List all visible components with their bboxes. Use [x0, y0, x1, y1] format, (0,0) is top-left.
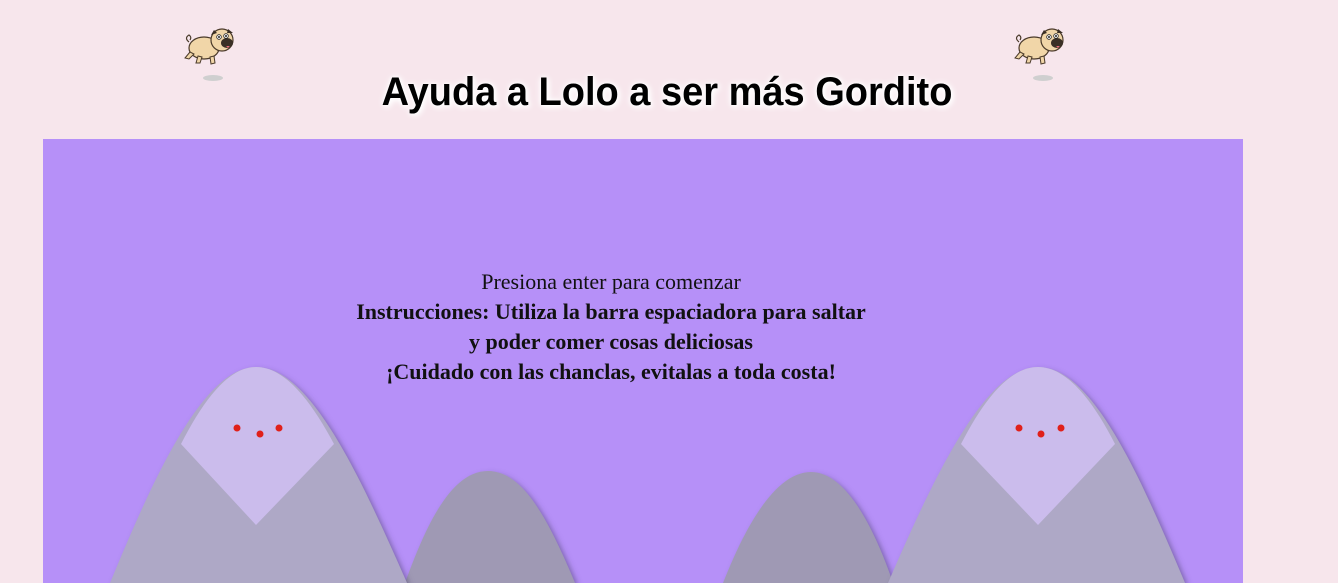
snow-eye [1058, 425, 1065, 432]
instructions-panel [43, 267, 1179, 387]
instruction-line: ¡Cuidado con las chanclas, evitalas a toda costa! [386, 359, 836, 384]
back-mountain-left [405, 471, 575, 583]
snow-eye [1038, 431, 1045, 438]
snow-eye [234, 425, 241, 432]
start-prompt: Presiona enter para comenzar [481, 269, 741, 294]
instruction-line: y poder comer cosas deliciosas [469, 329, 753, 354]
game-canvas[interactable] [43, 139, 1243, 583]
snow-eye [276, 425, 283, 432]
back-mountain-right [723, 472, 893, 583]
page-title: Ayuda a Lolo a ser más Gordito [381, 70, 953, 114]
front-mountain-right [888, 367, 1185, 583]
front-mountain-left [110, 367, 407, 583]
snow-eye [257, 431, 264, 438]
instruction-line: Instrucciones: Utiliza la barra espaciadora para saltar [356, 299, 866, 324]
snow-eye [1016, 425, 1023, 432]
